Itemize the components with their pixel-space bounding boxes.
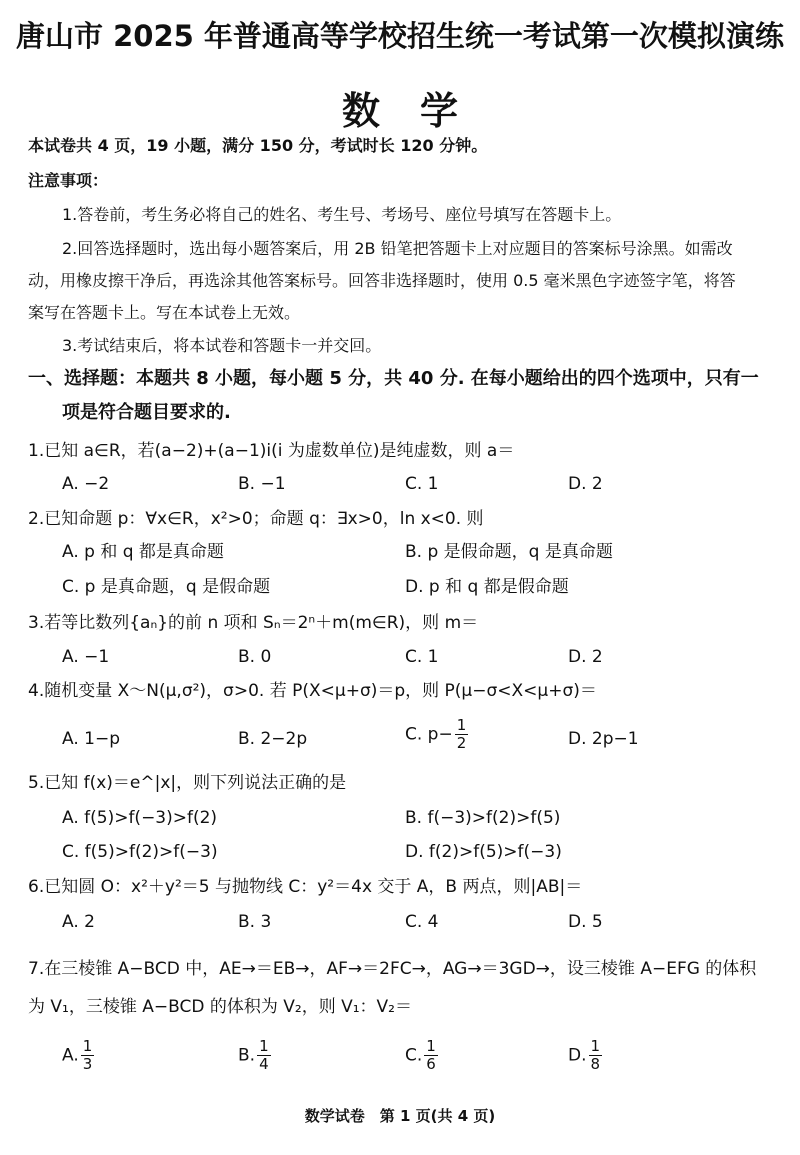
section-1-heading-cont: 项是符合题目要求的. bbox=[62, 402, 231, 423]
question-7-option-c[interactable] bbox=[405, 1038, 438, 1073]
question-3-stem: 3.若等比数列{aₙ}的前 n 项和 Sₙ＝2ⁿ＋m(m∈R)，则 m＝ bbox=[28, 613, 479, 633]
question-7-option-b-label: B. bbox=[238, 1045, 256, 1066]
question-7-option-a-label: A. bbox=[62, 1045, 79, 1066]
question-2-stem: 2.已知命题 p：∀x∈R，x²>0；命题 q：∃x>0，ln x<0. 则 bbox=[28, 509, 484, 529]
subject-title: 数学 bbox=[341, 89, 498, 133]
fraction-one-half: $\frac{1}{2}$ bbox=[456, 716, 467, 752]
page-footer: 数学试卷 第 1 页(共 4 页) bbox=[304, 1107, 496, 1125]
exam-intro: 本试卷共 4 页，19 小题，满分 150 分，考试时长 120 分钟。 bbox=[28, 136, 488, 155]
question-2-option-a[interactable]: A. p 和 q 都是真命题 bbox=[62, 542, 224, 562]
fraction-one-third: $\frac{1}{3}$ bbox=[82, 1037, 93, 1073]
question-7-stem-cont: 为 V₁，三棱锥 A−BCD 的体积为 V₂，则 V₁：V₂＝ bbox=[28, 997, 412, 1017]
question-1-option-a[interactable]: A. −2 bbox=[62, 474, 110, 494]
question-5-option-a[interactable]: A. f(5)>f(−3)>f(2) bbox=[62, 808, 218, 828]
question-5-option-b[interactable]: B. f(−3)>f(2)>f(5) bbox=[405, 808, 561, 828]
question-1-option-b[interactable]: B. −1 bbox=[238, 474, 286, 494]
question-7-option-b[interactable] bbox=[238, 1038, 271, 1073]
fraction-one-eighth: $\frac{1}{8}$ bbox=[590, 1037, 601, 1073]
fraction-one-sixth: $\frac{1}{6}$ bbox=[426, 1037, 436, 1073]
question-6-option-b[interactable]: B. 3 bbox=[238, 912, 272, 932]
question-6-option-c[interactable]: C. 4 bbox=[405, 912, 439, 932]
question-7-option-d-label: D. bbox=[568, 1045, 587, 1066]
question-6-option-d[interactable]: D. 5 bbox=[568, 912, 603, 932]
question-1-option-d[interactable]: D. 2 bbox=[568, 474, 603, 494]
note-2: 2.回答选择题时，选出每小题答案后，用 2B 铅笔把答题卡上对应题目的答案标号涂黑。如需改 bbox=[62, 239, 733, 258]
question-2-option-c[interactable]: C. p 是真命题，q 是假命题 bbox=[62, 577, 271, 597]
question-5-stem: 5.已知 f(x)＝e^|x|，则下列说法正确的是 bbox=[28, 773, 347, 793]
note-1: 1.答卷前，考生务必将自己的姓名、考生号、考场号、座位号填写在答题卡上。 bbox=[62, 205, 622, 224]
question-1-stem: 1.已知 a∈R，若(a−2)+(a−1)i(i 为虚数单位)是纯虚数，则 a＝ bbox=[28, 441, 515, 461]
question-5-option-c[interactable]: C. f(5)>f(2)>f(−3) bbox=[62, 842, 218, 862]
question-4-option-d[interactable]: D. 2p−1 bbox=[568, 729, 639, 749]
question-7-option-a[interactable] bbox=[62, 1038, 94, 1073]
question-7-stem: 7.在三棱锥 A−BCD 中，AE→＝EB→，AF→＝2FC→，AG→＝3GD→，设三棱锥 A−EFG 的体积 bbox=[28, 959, 757, 979]
question-4-option-c[interactable] bbox=[405, 717, 468, 752]
question-1-option-c[interactable]: C. 1 bbox=[405, 474, 439, 494]
question-6-option-a[interactable]: A. 2 bbox=[62, 912, 95, 932]
note-3: 3.考试结束后，将本试卷和答题卡一并交回。 bbox=[62, 336, 382, 355]
exam-title: 唐山市 2025 年普通高等学校招生统一考试第一次模拟演练 bbox=[16, 19, 784, 53]
question-4-stem: 4.随机变量 X～N(μ,σ²)，σ>0. 若 P(X<μ+σ)＝p，则 P(μ−σ<X<μ+σ)＝ bbox=[28, 681, 597, 701]
question-3-option-a[interactable]: A. −1 bbox=[62, 647, 110, 667]
question-3-option-c[interactable]: C. 1 bbox=[405, 647, 439, 667]
fraction-one-quarter: $\frac{1}{4}$ bbox=[259, 1037, 269, 1073]
question-7-option-c-label: C. bbox=[405, 1045, 423, 1066]
question-7-option-d[interactable] bbox=[568, 1038, 602, 1073]
question-4-option-c-label: C. p− bbox=[405, 724, 453, 745]
question-4-option-a[interactable]: A. 1−p bbox=[62, 729, 120, 749]
question-5-option-d[interactable]: D. f(2)>f(5)>f(−3) bbox=[405, 842, 562, 862]
note-2-end: 案写在答题卡上。写在本试卷上无效。 bbox=[28, 303, 301, 322]
note-2-cont: 动，用橡皮擦干净后，再选涂其他答案标号。回答非选择题时，使用 0.5 毫米黑色字迹签字笔，将答 bbox=[28, 271, 736, 290]
question-2-option-b[interactable]: B. p 是假命题，q 是真命题 bbox=[405, 542, 613, 562]
section-1-heading: 一、选择题：本题共 8 小题，每小题 5 分，共 40 分. 在每小题给出的四个选项中，只有一 bbox=[28, 368, 759, 389]
question-2-option-d[interactable]: D. p 和 q 都是假命题 bbox=[405, 577, 569, 597]
question-6-stem: 6.已知圆 O：x²＋y²＝5 与抛物线 C：y²＝4x 交于 A，B 两点，则|AB|＝ bbox=[28, 877, 583, 897]
question-3-option-d[interactable]: D. 2 bbox=[568, 647, 603, 667]
notes-heading: 注意事项： bbox=[28, 171, 109, 190]
question-3-option-b[interactable]: B. 0 bbox=[238, 647, 272, 667]
question-4-option-b[interactable]: B. 2−2p bbox=[238, 729, 308, 749]
